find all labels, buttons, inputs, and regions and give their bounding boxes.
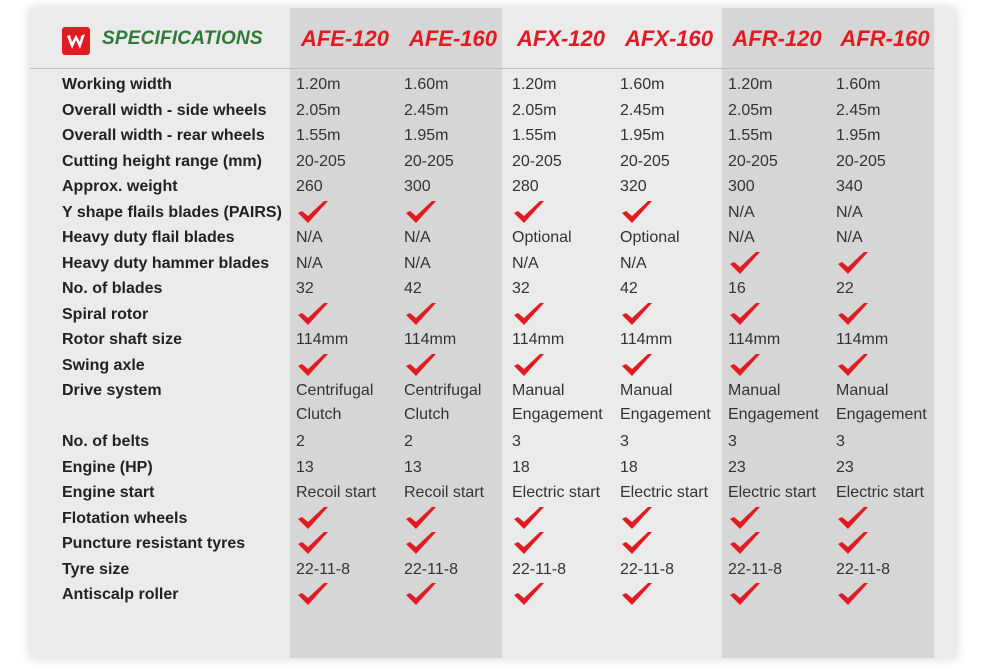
spec-value: N/A bbox=[404, 229, 431, 246]
spec-value: 1.95m bbox=[404, 127, 449, 144]
spec-label: Cutting height range (mm) bbox=[62, 152, 262, 170]
spec-value: 2 bbox=[404, 433, 413, 450]
spec-label: Spiral rotor bbox=[62, 305, 149, 323]
spec-value: 18 bbox=[620, 458, 638, 476]
check-icon bbox=[836, 301, 870, 327]
spec-value: 20-205 bbox=[404, 152, 454, 170]
check-icon bbox=[296, 530, 330, 556]
spec-value: N/A bbox=[512, 254, 539, 272]
check-icon bbox=[836, 250, 870, 276]
spec-value: Optional bbox=[620, 229, 680, 246]
spec-value: Manual Engagement bbox=[728, 382, 819, 423]
check-icon bbox=[296, 301, 330, 327]
spec-label: Approx. weight bbox=[62, 178, 178, 195]
spec-value: Electric start bbox=[836, 484, 925, 501]
spec-value: 22 bbox=[836, 280, 854, 297]
spec-value: N/A bbox=[728, 203, 755, 221]
spec-value: N/A bbox=[620, 254, 647, 272]
header-divider bbox=[30, 68, 934, 69]
spec-value: 1.55m bbox=[728, 127, 773, 144]
spec-value: 2 bbox=[296, 433, 305, 450]
spec-value: 20-205 bbox=[512, 152, 562, 170]
spec-value: 20-205 bbox=[836, 152, 886, 170]
spec-value: N/A bbox=[404, 254, 431, 272]
spec-value: 114mm bbox=[512, 331, 565, 348]
check-icon bbox=[512, 505, 546, 531]
spec-label: Working width bbox=[62, 76, 172, 93]
brand-logo-icon bbox=[62, 27, 90, 55]
spec-value: 13 bbox=[296, 458, 314, 476]
spec-value: N/A bbox=[296, 254, 323, 272]
model-header-afe-120: AFE-120 bbox=[300, 26, 390, 51]
check-icon bbox=[836, 530, 870, 556]
check-icon bbox=[620, 352, 654, 378]
spec-value: N/A bbox=[836, 203, 863, 221]
spec-value: 22-11-8 bbox=[512, 560, 566, 578]
check-icon bbox=[728, 530, 762, 556]
spec-value: 2.05m bbox=[296, 101, 341, 119]
spec-value: 1.60m bbox=[836, 76, 881, 93]
spec-value: Electric start bbox=[728, 484, 817, 501]
check-icon bbox=[512, 352, 546, 378]
spec-value: 13 bbox=[404, 458, 422, 476]
model-header-afr-160: AFR-160 bbox=[840, 26, 930, 51]
spec-label: Swing axle bbox=[62, 356, 145, 374]
spec-label: No. of belts bbox=[62, 433, 150, 450]
spec-value: 3 bbox=[620, 433, 629, 450]
spec-value: 42 bbox=[404, 280, 422, 297]
spec-value: 16 bbox=[728, 280, 746, 297]
check-icon bbox=[404, 581, 438, 607]
spec-value: 2.45m bbox=[620, 101, 665, 119]
check-icon bbox=[836, 581, 870, 607]
specifications-card bbox=[30, 8, 956, 658]
spec-value: Electric start bbox=[620, 484, 709, 501]
spec-value: 280 bbox=[512, 178, 539, 195]
spec-label: Overall width - side wheels bbox=[62, 101, 267, 119]
check-icon bbox=[620, 505, 654, 531]
spec-label: Drive system bbox=[62, 382, 162, 399]
check-icon bbox=[404, 505, 438, 531]
model-header-afr-120: AFR-120 bbox=[732, 26, 822, 51]
spec-value: 20-205 bbox=[296, 152, 346, 170]
spec-value: 23 bbox=[836, 458, 854, 476]
spec-label: Flotation wheels bbox=[62, 509, 188, 527]
check-icon bbox=[728, 581, 762, 607]
check-icon bbox=[728, 301, 762, 327]
spec-value: Manual Engagement bbox=[512, 382, 603, 423]
spec-value: 20-205 bbox=[620, 152, 670, 170]
spec-value: N/A bbox=[836, 229, 863, 246]
spec-value: 2.45m bbox=[404, 101, 449, 119]
spec-value: 1.60m bbox=[404, 76, 449, 93]
spec-value: Manual Engagement bbox=[620, 382, 711, 423]
spec-value: 22-11-8 bbox=[296, 560, 350, 578]
page-title: SPECIFICATIONS bbox=[102, 28, 263, 49]
spec-value: Manual Engagement bbox=[836, 382, 927, 423]
spec-value: 340 bbox=[836, 178, 863, 195]
check-icon bbox=[296, 352, 330, 378]
spec-label: No. of blades bbox=[62, 280, 163, 297]
spec-label: Heavy duty flail blades bbox=[62, 229, 235, 246]
check-icon bbox=[296, 581, 330, 607]
check-icon bbox=[836, 352, 870, 378]
check-icon bbox=[512, 199, 546, 225]
spec-value: 1.20m bbox=[296, 76, 341, 93]
spec-value: Recoil start bbox=[296, 484, 377, 501]
spec-value: Centrifugal Clutch bbox=[296, 382, 374, 423]
spec-value: 22-11-8 bbox=[836, 560, 890, 578]
spec-value: 42 bbox=[620, 280, 638, 297]
check-icon bbox=[512, 581, 546, 607]
table-header bbox=[30, 8, 956, 70]
spec-value: N/A bbox=[296, 229, 323, 246]
spec-label: Engine (HP) bbox=[62, 458, 153, 476]
spec-label: Overall width - rear wheels bbox=[62, 127, 265, 144]
model-header-afe-160: AFE-160 bbox=[408, 26, 498, 51]
check-icon bbox=[404, 352, 438, 378]
spec-value: 300 bbox=[404, 178, 431, 195]
spec-value: 300 bbox=[728, 178, 755, 195]
spec-value: Centrifugal Clutch bbox=[404, 382, 482, 423]
spec-value: 1.55m bbox=[512, 127, 557, 144]
spec-value: Recoil start bbox=[404, 484, 485, 501]
spec-value: 22-11-8 bbox=[620, 560, 674, 578]
check-icon bbox=[512, 301, 546, 327]
check-icon bbox=[404, 199, 438, 225]
check-icon bbox=[620, 581, 654, 607]
spec-value: 320 bbox=[620, 178, 647, 195]
spec-value: Optional bbox=[512, 229, 572, 246]
spec-value: 1.95m bbox=[836, 127, 881, 144]
spec-label: Engine start bbox=[62, 484, 155, 501]
spec-value: 114mm bbox=[296, 331, 349, 348]
spec-value: 32 bbox=[296, 280, 314, 297]
spec-value: 1.95m bbox=[620, 127, 665, 144]
spec-value: Electric start bbox=[512, 484, 601, 501]
spec-value: 1.60m bbox=[620, 76, 665, 93]
spec-value: 114mm bbox=[836, 331, 889, 348]
spec-value: 3 bbox=[836, 433, 845, 450]
model-header-afx-120: AFX-120 bbox=[516, 26, 606, 51]
check-icon bbox=[620, 199, 654, 225]
spec-value: 114mm bbox=[620, 331, 673, 348]
check-icon bbox=[728, 352, 762, 378]
spec-label: Antiscalp roller bbox=[62, 586, 179, 603]
spec-value: 22-11-8 bbox=[404, 560, 458, 578]
check-icon bbox=[296, 199, 330, 225]
check-icon bbox=[404, 301, 438, 327]
check-icon bbox=[404, 530, 438, 556]
spec-value: 2.05m bbox=[728, 101, 773, 119]
spec-value: 2.45m bbox=[836, 101, 881, 119]
spec-value: 20-205 bbox=[728, 152, 778, 170]
spec-value: 1.20m bbox=[728, 76, 773, 93]
spec-value: 3 bbox=[728, 433, 737, 450]
check-icon bbox=[296, 505, 330, 531]
check-icon bbox=[728, 505, 762, 531]
spec-value: 22-11-8 bbox=[728, 560, 782, 578]
check-icon bbox=[836, 505, 870, 531]
spec-value: 3 bbox=[512, 433, 521, 450]
spec-label: Tyre size bbox=[62, 560, 130, 578]
check-icon bbox=[620, 301, 654, 327]
spec-value: 114mm bbox=[404, 331, 457, 348]
spec-value: 1.55m bbox=[296, 127, 341, 144]
check-icon bbox=[512, 530, 546, 556]
spec-value: 32 bbox=[512, 280, 530, 297]
spec-label: Heavy duty hammer blades bbox=[62, 254, 270, 272]
spec-value: 2.05m bbox=[512, 101, 557, 119]
spec-value: 1.20m bbox=[512, 76, 557, 93]
spec-label: Rotor shaft size bbox=[62, 331, 183, 348]
model-header-afx-160: AFX-160 bbox=[624, 26, 714, 51]
spec-value: 114mm bbox=[728, 331, 781, 348]
spec-value: 23 bbox=[728, 458, 746, 476]
spec-label: Y shape flails blades (PAIRS) bbox=[62, 203, 282, 221]
spec-value: 18 bbox=[512, 458, 530, 476]
check-icon bbox=[620, 530, 654, 556]
spec-label: Puncture resistant tyres bbox=[62, 535, 246, 552]
spec-value: N/A bbox=[728, 229, 755, 246]
spec-value: 260 bbox=[296, 178, 323, 195]
check-icon bbox=[728, 250, 762, 276]
